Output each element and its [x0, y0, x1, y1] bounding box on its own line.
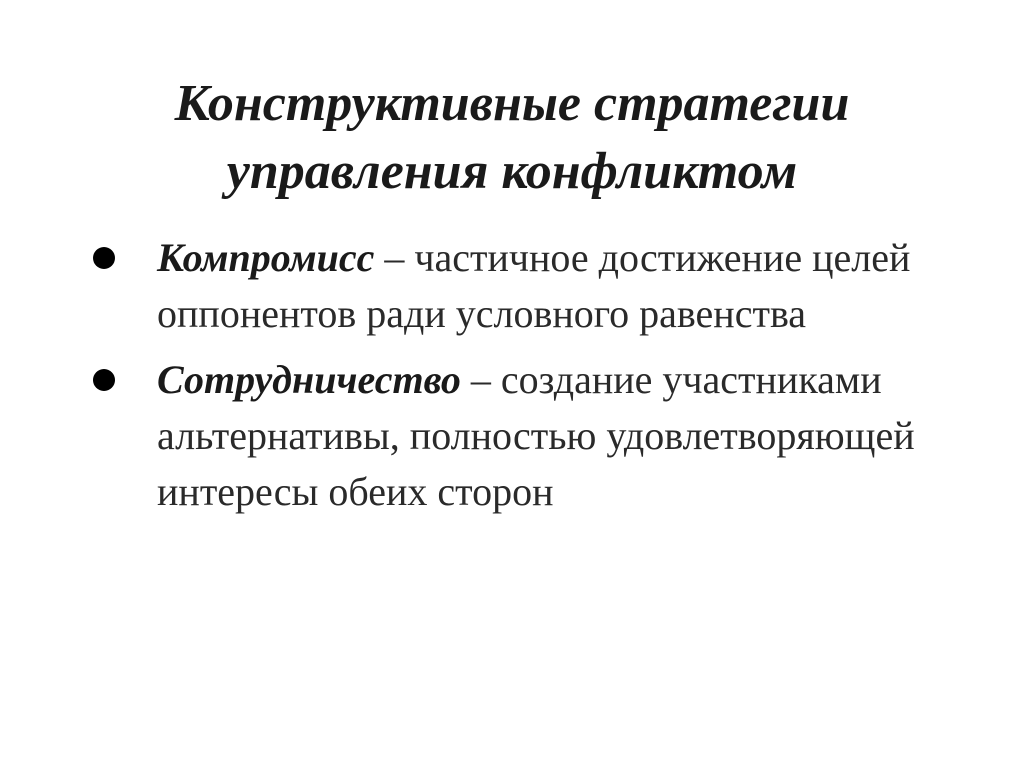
bullet-dot-icon [93, 369, 115, 391]
bullet-definition: – создание участниками альтернативы, полностью удовлетворяющей интересы обеих сторон [157, 357, 915, 514]
bullet-term: Сотрудничество [157, 357, 461, 402]
slide-title-line-2: управления конфликтом [226, 143, 798, 200]
slide-title [60, 70, 964, 206]
bullet-term: Компромисс [157, 235, 375, 280]
bullet-dot-icon [93, 247, 115, 269]
slide-title-line-1: Конструктивные стратегии [174, 75, 850, 132]
bullet-list [0, 230, 1024, 530]
bullet-item-cooperation [0, 352, 1024, 520]
bullet-item-compromise [0, 230, 1024, 342]
bullet-definition: – частичное достижение целей оппонентов ради условного равенства [157, 235, 911, 336]
